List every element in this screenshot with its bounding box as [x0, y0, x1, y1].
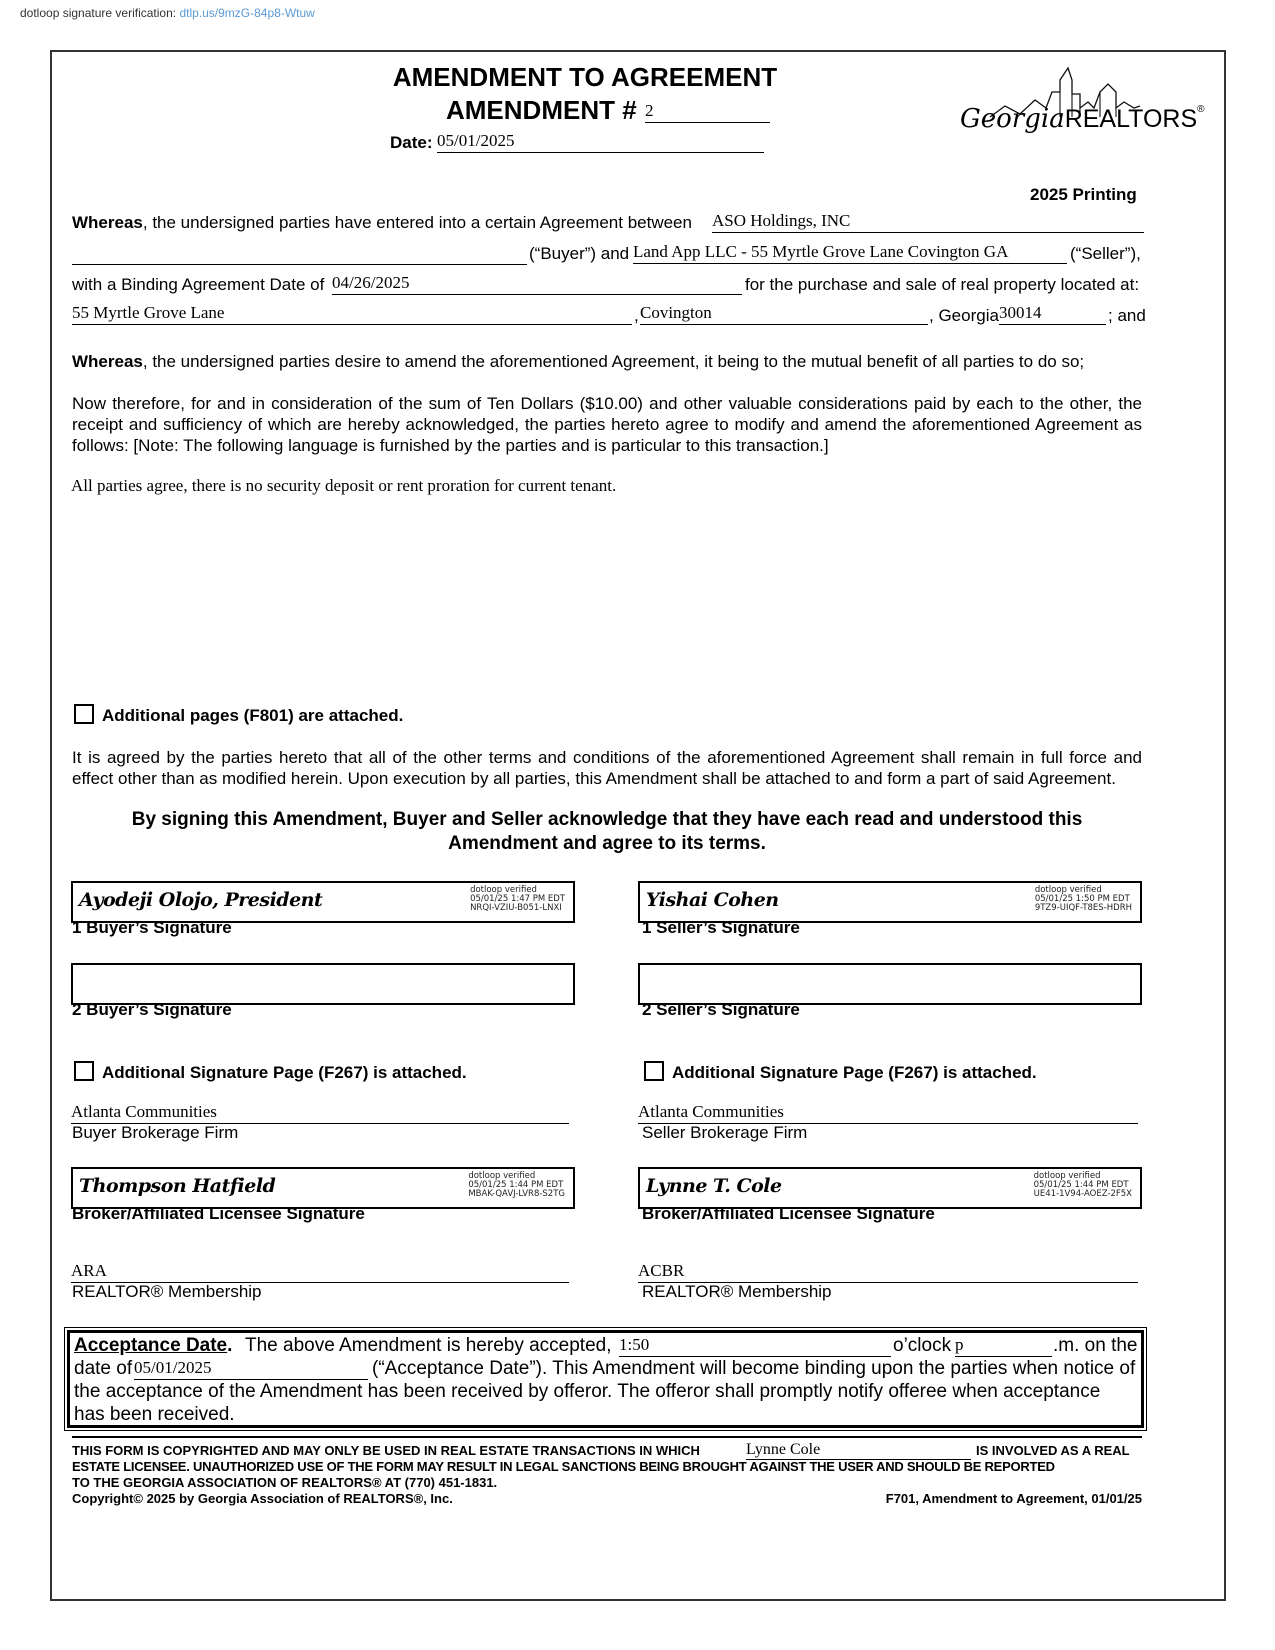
additional-pages-label: Additional pages (F801) are attached.: [102, 706, 404, 725]
buyer-name-field[interactable]: ASO Holdings, INC: [712, 210, 1144, 233]
seller-name-field[interactable]: Land App LLC - 55 Myrtle Grove Lane Covington GA: [633, 241, 1067, 264]
printing-year: 2025 Printing: [1030, 185, 1137, 204]
buyer-signature-1-verification: [470, 886, 565, 913]
oclock-label: o’clock: [893, 1335, 952, 1356]
acceptance-period: .: [227, 1335, 233, 1356]
logo-reg: ®: [1197, 104, 1205, 115]
logo-script: Georgia: [960, 104, 1065, 134]
buyer-label: (“Buyer”) and: [529, 244, 630, 263]
verif-time: 05/01/25 1:50 PM EDT: [1034, 894, 1130, 904]
acceptance-time-field[interactable]: 1:50: [619, 1334, 891, 1357]
georgia-label: , Georgia: [929, 306, 999, 325]
acceptance-text2: (“Acceptance Date”). This Amendment will become binding upon the parties when notice of: [372, 1358, 1136, 1379]
m-on-the-label: .m. on the: [1053, 1335, 1138, 1356]
footer-line1b: IS INVOLVED AS A REAL: [976, 1443, 1130, 1458]
amendment-terms-text[interactable]: All parties agree, there is no security deposit or rent proration for current tenant.: [71, 476, 617, 495]
verif-label: dotloop verified: [470, 885, 537, 895]
buyer-brokerage-firm-field[interactable]: Atlanta Communities: [71, 1101, 569, 1124]
city-field[interactable]: Covington: [640, 302, 928, 325]
verif-label: dotloop verified: [468, 1171, 536, 1181]
logo-wordmark: [960, 104, 1205, 134]
seller-signature-1-box[interactable]: [638, 881, 1142, 923]
seller-signature-1: Yishai Cohen: [646, 889, 779, 911]
seller-additional-signature-label: Additional Signature Page (F267) is attached.: [672, 1063, 1037, 1082]
acknowledge-line2: Amendment and agree to its terms.: [448, 833, 766, 854]
buyer-signature-2-label: 2 Buyer’s Signature: [72, 1000, 232, 1019]
whereas2-bold: Whereas: [72, 352, 143, 371]
verif-time: 05/01/25 1:47 PM EDT: [470, 894, 565, 904]
acknowledge-line1: By signing this Amendment, Buyer and Seller acknowledge that they have each read and understood this: [131, 809, 1083, 830]
acknowledge-heading: [72, 808, 1142, 856]
verif-code: UE41-1V94-AOEZ-2F5X: [1033, 1189, 1132, 1199]
acceptance-text1: The above Amendment is hereby accepted,: [245, 1335, 612, 1356]
date-label: Date:: [390, 133, 433, 152]
footer-line3: TO THE GEORGIA ASSOCIATION OF REALTORS® AT (770) 451-1831.: [72, 1475, 498, 1490]
buyer-additional-signature-row: [74, 1061, 467, 1083]
verif-code: 9TZ9-UIQF-T8ES-HDRH: [1034, 903, 1132, 913]
verif-label: dotloop verified: [1033, 1171, 1101, 1181]
seller-membership-label: REALTOR® Membership: [642, 1282, 832, 1301]
verif-code: NRQI-VZIU-B051-LNXI: [470, 903, 562, 913]
buyer-broker-signature-label: Broker/Affiliated Licensee Signature: [72, 1204, 365, 1223]
acceptance-ampm-field[interactable]: p: [955, 1334, 1052, 1357]
amendment-number-field[interactable]: 2: [645, 100, 770, 123]
date-of-label: date of: [74, 1358, 133, 1379]
zip-field[interactable]: 30014: [999, 302, 1106, 325]
licensee-field[interactable]: Lynne Cole: [746, 1440, 971, 1460]
seller-broker-signature-box[interactable]: [638, 1167, 1142, 1209]
seller-broker-signature-label: Broker/Affiliated Licensee Signature: [642, 1204, 935, 1223]
verification-link[interactable]: dtlp.us/9mzG-84p8-Wtuw: [179, 6, 315, 20]
seller-additional-signature-row: [644, 1061, 1037, 1083]
seller-additional-signature-checkbox[interactable]: [644, 1061, 664, 1081]
verif-time: 05/01/25 1:44 PM EDT: [1033, 1180, 1129, 1190]
buyer-broker-signature-box[interactable]: [71, 1167, 575, 1209]
binding-date-field[interactable]: 04/26/2025: [332, 272, 742, 295]
whereas1-line: [72, 212, 692, 234]
acceptance-text4: has been received.: [74, 1404, 235, 1425]
acceptance-heading: Acceptance Date: [74, 1335, 228, 1356]
acceptance-date-field[interactable]: 05/01/2025: [134, 1357, 368, 1380]
date-field[interactable]: 05/01/2025: [437, 130, 764, 153]
whereas2-text: , the undersigned parties desire to amend the aforementioned Agreement, it being to the mutual benefit of all parties to do so;: [142, 352, 1085, 371]
seller-signature-2-box[interactable]: [638, 963, 1142, 1005]
dotloop-verification: [20, 6, 315, 20]
footer-line1a: THIS FORM IS COPYRIGHTED AND MAY ONLY BE USED IN REAL ESTATE TRANSACTIONS IN WHICH: [72, 1443, 700, 1458]
buyer-signature-2-box[interactable]: [71, 963, 575, 1005]
footer-form-id: F701, Amendment to Agreement, 01/01/25: [885, 1491, 1142, 1506]
buyer-broker-signature: Thompson Hatfield: [79, 1175, 276, 1197]
purchase-text: for the purchase and sale of real property located at:: [745, 275, 1140, 294]
georgia-realtors-logo: [960, 62, 1205, 162]
verif-time: 05/01/25 1:44 PM EDT: [468, 1180, 564, 1190]
buyer-signature-1-label: 1 Buyer’s Signature: [72, 918, 232, 937]
footer-rule: [72, 1436, 1142, 1438]
buyer-additional-signature-checkbox[interactable]: [74, 1061, 94, 1081]
buyer-name-continuation: [72, 264, 527, 265]
buyer-membership-label: REALTOR® Membership: [72, 1282, 262, 1301]
seller-brokerage-firm-field[interactable]: Atlanta Communities: [638, 1101, 1138, 1124]
buyer-signature-1-box[interactable]: [71, 881, 575, 923]
address-field[interactable]: 55 Myrtle Grove Lane: [72, 302, 632, 325]
additional-pages-checkbox[interactable]: [74, 704, 94, 724]
footer-copyright: Copyright© 2025 by Georgia Association of REALTORS®, Inc.: [72, 1491, 453, 1506]
verification-label: dotloop signature verification:: [20, 6, 177, 20]
additional-pages-row: [74, 704, 403, 726]
remain-paragraph: It is agreed by the parties hereto that all of the other terms and conditions of the aforementioned Agreement shall remain in full force and effect other than as modified herein. Upon execution by all parties, this Amendment shall be attached to and form a part of said Agreement.: [72, 748, 1142, 788]
whereas1-text: , the undersigned parties have entered into a certain Agreement between: [142, 213, 692, 232]
footer-line2: ESTATE LICENSEE. UNAUTHORIZED USE OF THE FORM MAY RESULT IN LEGAL SANCTIONS BEING BROUGHT AGAINST THE USER AND SHOULD BE REPORTED: [72, 1459, 1055, 1474]
whereas2-line: [72, 351, 1084, 373]
amendment-number-row: [446, 95, 637, 126]
binding-label: with a Binding Agreement Date of: [72, 275, 325, 294]
buyer-broker-verification: [468, 1172, 565, 1199]
seller-label: (“Seller”),: [1070, 244, 1141, 263]
buyer-brokerage-firm-label: Buyer Brokerage Firm: [72, 1123, 239, 1142]
whereas1-bold: Whereas: [72, 213, 143, 232]
buyer-membership-field[interactable]: ARA: [71, 1260, 569, 1283]
logo-text: REALTORS: [1064, 105, 1198, 133]
now-therefore-paragraph: Now therefore, for and in consideration of the sum of Ten Dollars ($10.00) and other valuable considerations paid by each to the other, the receipt and sufficiency of which are hereby acknowledged, the parties hereto agree to modify and amend the aforementioned Agreement as follows: [Note: The following language is furnished by the parties and is particular to this transaction.]: [72, 394, 1142, 455]
address-comma: ,: [634, 306, 639, 325]
seller-membership-field[interactable]: ACBR: [638, 1260, 1138, 1283]
acceptance-heading-row: [74, 1334, 232, 1358]
seller-signature-1-verification: [1035, 886, 1132, 913]
buyer-signature-1: Ayodeji Olojo, President: [79, 889, 323, 911]
form-title: AMENDMENT TO AGREEMENT: [392, 62, 778, 92]
acceptance-text3: the acceptance of the Amendment has been received by offeror. The offeror shall promptly notify offeree when acceptance: [74, 1381, 1101, 1402]
seller-brokerage-firm-label: Seller Brokerage Firm: [642, 1123, 808, 1142]
amendment-number-label: AMENDMENT #: [446, 95, 637, 125]
verif-label: dotloop verified: [1034, 885, 1102, 895]
seller-signature-2-label: 2 Seller’s Signature: [642, 1000, 800, 1019]
seller-broker-verification: [1034, 1172, 1132, 1199]
buyer-additional-signature-label: Additional Signature Page (F267) is attached.: [102, 1063, 467, 1082]
seller-broker-signature: Lynne T. Cole: [646, 1175, 782, 1197]
verif-code: MBAK-QAVJ-LVR8-S2TG: [468, 1189, 565, 1199]
seller-signature-1-label: 1 Seller’s Signature: [642, 918, 800, 937]
and-label: ; and: [1108, 306, 1146, 325]
